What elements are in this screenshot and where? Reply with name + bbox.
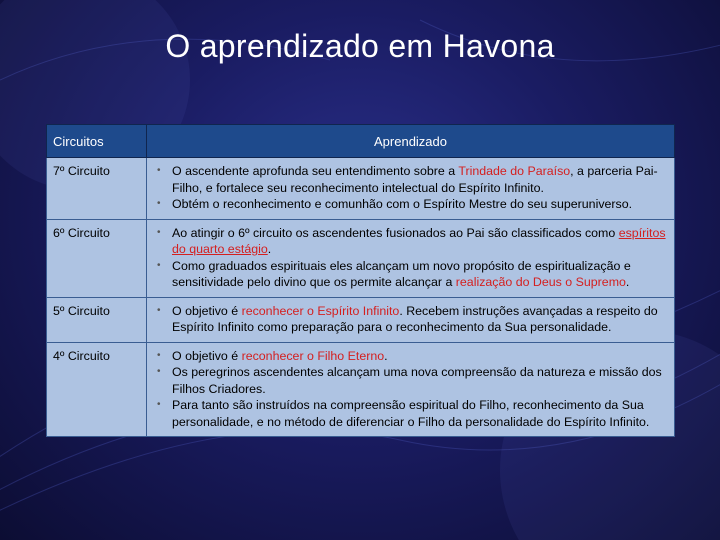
bullet-list xyxy=(153,225,668,291)
circuit-label: 7º Circuito xyxy=(47,158,147,220)
bullet-item xyxy=(153,225,668,258)
header-learning: Aprendizado xyxy=(147,125,675,158)
highlighted-term: realização do Deus o Supremo xyxy=(455,275,626,289)
table-row xyxy=(47,158,675,220)
bullet-icon: • xyxy=(157,349,161,361)
learning-cell xyxy=(147,342,675,437)
table-row xyxy=(47,342,675,437)
bullet-item xyxy=(153,303,668,336)
circuit-label: 6º Circuito xyxy=(47,219,147,297)
highlighted-term: espíritos do quarto estágio xyxy=(172,225,666,256)
bullet-text: Obtém o reconhecimento e comunhão com o Espírito Mestre do seu superuniverso. xyxy=(172,197,633,211)
bullet-item xyxy=(153,397,668,430)
bullet-icon: • xyxy=(157,304,161,316)
bullet-text: Como graduados espirituais eles alcançam um novo propósito de espiritualização e sensitividade pelo divino que os permite alcançar a xyxy=(172,258,631,289)
bullet-text: . xyxy=(625,275,630,289)
bullet-icon: • xyxy=(157,399,161,410)
bullet-item xyxy=(153,163,668,196)
bullet-text: Os peregrinos ascendentes alcançam uma nova compreensão da natureza e missão dos Filhos Criadores. xyxy=(172,365,662,396)
learning-table xyxy=(46,124,675,437)
bullet-text: O objetivo é xyxy=(172,348,242,363)
learning-cell xyxy=(147,219,675,297)
bullet-text: . xyxy=(384,348,388,363)
bullet-icon: • xyxy=(157,226,161,238)
slide-title: O aprendizado em Havona xyxy=(165,28,555,64)
bullet-text: O ascendente aprofunda seu entendimento sobre a xyxy=(172,164,459,178)
header-circuits: Circuitos xyxy=(47,125,147,158)
bullet-list xyxy=(153,303,668,336)
bullet-text: Ao atingir o 6º circuito os ascendentes fusionados ao Pai são classificados como xyxy=(172,225,619,240)
bullet-text: . Recebem instruções avançadas a respeito do Espírito Infinito como preparação para o reconhecimento da Sua personalidade. xyxy=(172,303,658,334)
highlighted-term: reconhecer o Espírito Infinito xyxy=(241,303,400,318)
highlighted-term: reconhecer o Filho Eterno xyxy=(241,348,385,363)
circuit-label: 4º Circuito xyxy=(47,342,147,437)
bullet-list xyxy=(153,163,668,213)
table-row xyxy=(47,219,675,297)
learning-cell xyxy=(147,297,675,342)
circuit-label: 5º Circuito xyxy=(47,297,147,342)
bullet-icon: • xyxy=(157,198,161,209)
bullet-text: O objetivo é xyxy=(172,303,242,318)
bullet-icon: • xyxy=(157,165,161,176)
bullet-text: , a parceria Pai-Filho, e fortalece seu reconhecimento intelectual do Espírito Infinito. xyxy=(172,164,658,195)
bullet-text: . xyxy=(267,242,272,256)
bullet-icon: • xyxy=(157,366,161,377)
table-header-row xyxy=(47,125,675,158)
bullet-item xyxy=(153,348,668,365)
table-row xyxy=(47,297,675,342)
learning-cell xyxy=(147,158,675,220)
bullet-item xyxy=(153,258,668,291)
bullet-item xyxy=(153,364,668,397)
bullet-text: Para tanto são instruídos na compreensão espiritual do Filho, reconhecimento da Sua personalidade, e no método de diferenciar o Filho da personalidade do Espírito Infinito. xyxy=(172,398,650,429)
bullet-list xyxy=(153,348,668,431)
bullet-item xyxy=(153,196,668,213)
highlighted-term: Trindade do Paraíso xyxy=(458,164,571,178)
bullet-icon: • xyxy=(157,259,161,271)
